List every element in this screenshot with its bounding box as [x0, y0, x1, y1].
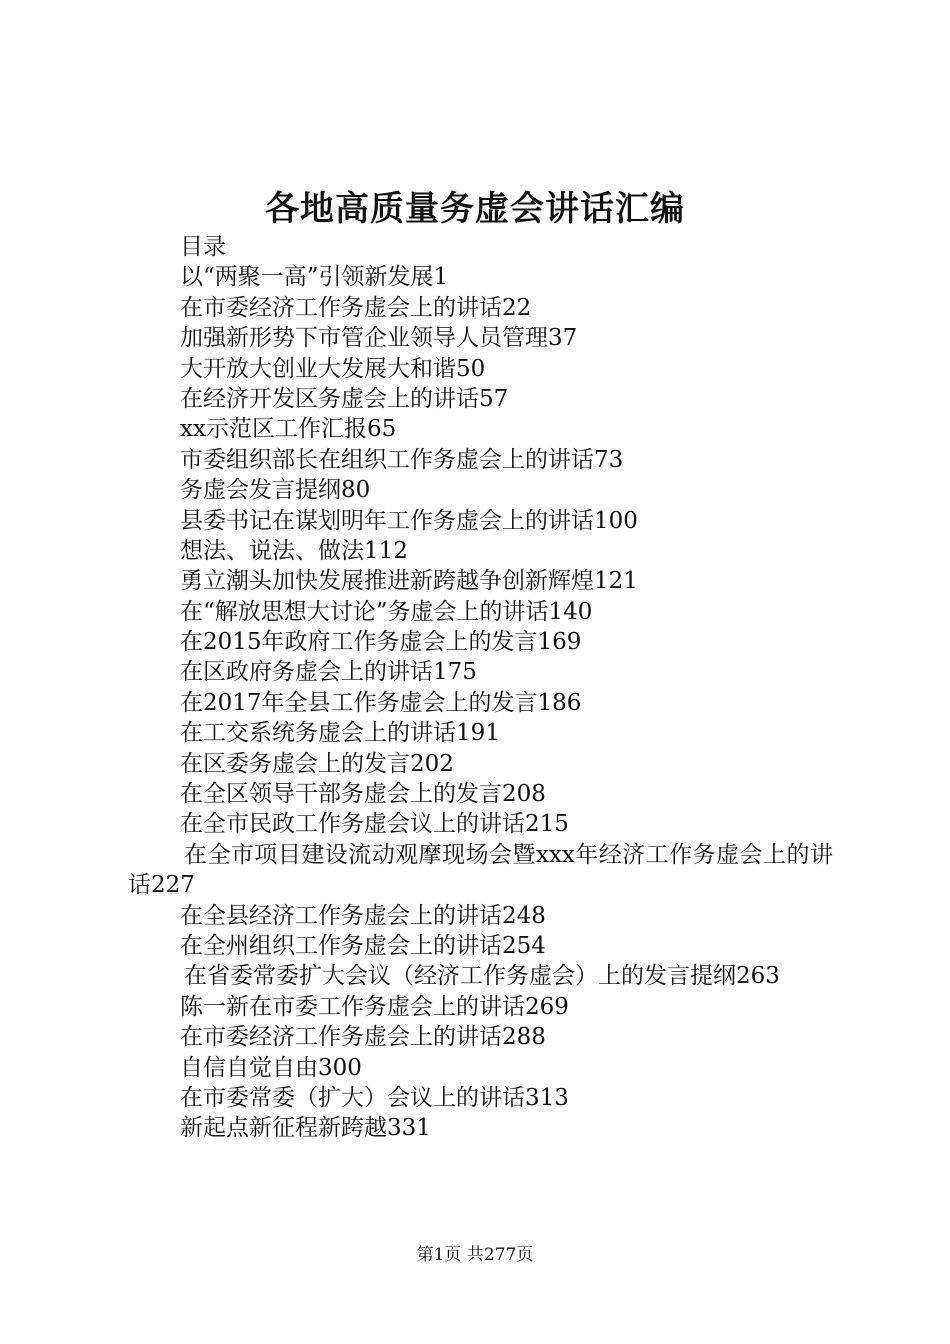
- toc-item: 加强新形势下市管企业领导人员管理37: [180, 325, 578, 352]
- toc-item: 在区政府务虚会上的讲话175: [180, 659, 477, 686]
- toc-item: 在“解放思想大讨论”务虚会上的讲话140: [180, 598, 593, 625]
- toc-item: 大开放大创业大发展大和谐50: [180, 355, 486, 382]
- toc-item: xx示范区工作汇报65: [180, 416, 397, 443]
- toc-item: 想法、说法、做法112: [180, 537, 408, 564]
- toc-item: 在全州组织工作务虚会上的讲话254: [180, 933, 546, 960]
- toc-item: 在全市民政工作务虚会议上的讲话215: [180, 811, 569, 838]
- page-footer: 第1页 共277页: [416, 1245, 534, 1265]
- toc-item: 在全区领导干部务虚会上的发言208: [180, 781, 546, 808]
- toc-item: 自信自觉自由300: [180, 1054, 362, 1081]
- toc-item: 在2017年全县工作务虚会上的发言186: [180, 689, 582, 716]
- toc-item: 以“两聚一高”引领新发展1: [180, 264, 449, 291]
- toc-item: 在全县经济工作务虚会上的讲话248: [180, 902, 546, 929]
- toc-item: 在市委经济工作务虚会上的讲话288: [180, 1024, 546, 1051]
- toc-item: 在市委经济工作务虚会上的讲话22: [180, 294, 532, 321]
- toc-item: 陈一新在市委工作务虚会上的讲话269: [180, 993, 569, 1020]
- toc-item: 勇立潮头加快发展推进新跨越争创新辉煌121: [180, 568, 638, 595]
- toc-item: 在全市项目建设流动观摩现场会暨xxx年经济工作务虚会上的讲话227: [128, 841, 833, 899]
- toc-item: 市委组织部长在组织工作务虚会上的讲话73: [180, 446, 624, 473]
- document-title: 各地高质量务虚会讲话汇编: [265, 189, 685, 229]
- toc-heading: 目录: [180, 234, 226, 260]
- toc-item: 在经济开发区务虚会上的讲话57: [180, 385, 509, 412]
- toc-item: 在区委务虚会上的发言202: [180, 750, 454, 777]
- toc-item: 在2015年政府工作务虚会上的发言169: [180, 629, 582, 656]
- toc-item: 新起点新征程新跨越331: [180, 1115, 431, 1142]
- toc-item: 县委书记在谋划明年工作务虚会上的讲话100: [180, 507, 638, 534]
- table-of-contents: [128, 232, 833, 1144]
- toc-item: 在市委常委（扩大）会议上的讲话313: [180, 1084, 569, 1111]
- toc-item: 在工交系统务虚会上的讲话191: [180, 720, 500, 747]
- toc-item: 务虚会发言提纲80: [180, 477, 371, 504]
- toc-item: 在省委常委扩大会议（经济工作务虚会）上的发言提纲263: [184, 963, 780, 990]
